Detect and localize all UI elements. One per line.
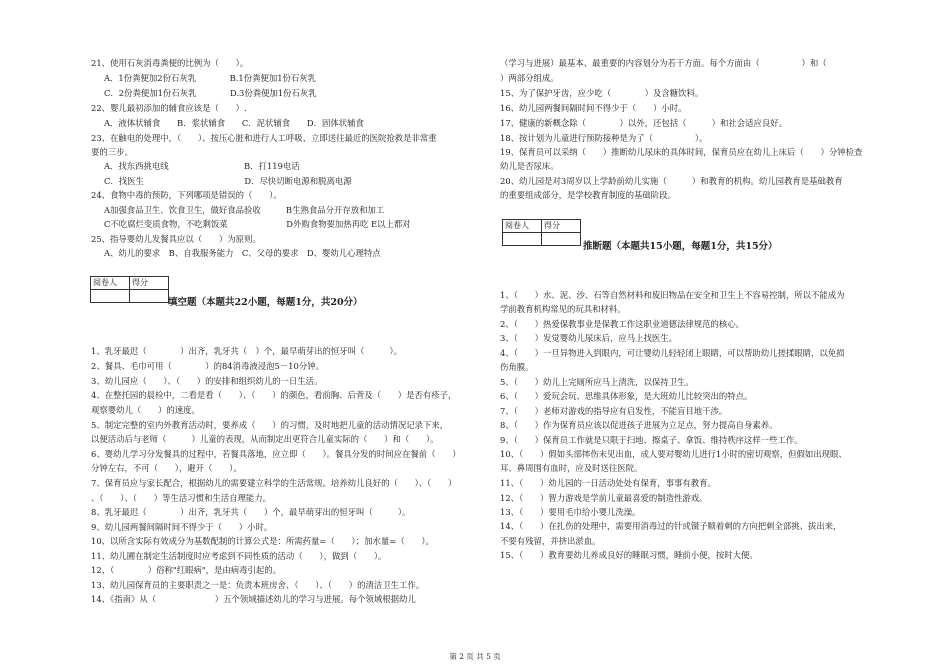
question-line: 9、（ ）保育员工作就是只限于扫地、擦桌子、拿饭、维持秩序这样一些工作。 [500,435,803,445]
question-line: 7、保育员应与家长配合，根据幼儿的需要建立科学的生活常规。培养幼儿良好的（ ）、（ ） [91,478,457,488]
question-line: 4、（ ）一旦异物进入到眼内，可让婴幼儿轻轻闭上眼睛，可以帮助幼儿搓揉眼睛，以免损 [500,348,845,358]
question-line: 13、（ ）要用毛巾给小婴儿洗澡。 [500,507,641,517]
score-cell [130,290,169,303]
reviewer-label: 阅卷人 [91,277,130,290]
score-label: 得分 [130,277,169,290]
question-line: A．液体状辅食 B．浆状辅食 C．泥状辅食 D．固体状辅食 [104,118,364,128]
score-box [502,219,581,246]
question-line: 不要有残留，并挤出淤血。 [500,536,601,546]
question-line: 2、餐具、毛巾可用（ ）的84消毒液浸泡5－10分钟。 [91,361,324,371]
question-line: 10、以所含实际有效成分为基数配制的计算公式是：所需药量=（ ）；加水量=（ ）。 [91,536,434,546]
question-line: 学前教育机构常见的玩具和材料。 [500,304,626,314]
score-cell [542,233,581,246]
question-line: 20、幼儿园是对3周岁以上学龄前幼儿实施（ ）和教育的机构。幼儿园教育是基础教育 [500,176,843,186]
question-line: 的重要组成部分，是学校教育制度的基础阶段。 [500,190,676,200]
section-title: 填空题（本题共22小题，每题1分，共20分） [168,297,363,308]
question-line: 15、（ ）教育要幼儿养成良好的睡眠习惯，睡前小便，按时大便。 [500,550,758,560]
question-line: 12、（ ）俗称"红眼病"，是由病毒引起的。 [91,565,282,575]
question-line: （学习与进展）最基本、最重要的内容划分为若干方面。每个方面由（ ）和（ [500,58,827,68]
question-line: 22、婴儿最初添加的辅食应该是（ ）. [91,103,247,113]
question-line: 、（ ）、（ ）等生活习惯和生活自理能力。 [91,493,272,503]
question-line: 5、制定完整的室内外教育活动时，要养成（ ）的习惯，及时地把儿童的活动情况记录下来， [91,420,449,430]
question-line: 10、（ ）假如头部摔伤未见出血，成人要对婴幼儿进行1小时的密切观察，但假如出现眼、 [500,449,847,459]
question-line: 12、（ ）智力游戏是学前儿童最喜爱的制造性游戏。 [500,493,708,503]
question-line: 14、《指南》从（ ）五个领域描述幼儿的学习与进展。每个领域根据幼儿 [91,594,416,604]
question-line: 25、指导婴幼儿发餐具应以（ ）为原则。 [91,234,261,244]
question-line: 观察婴幼儿（ ）的速度。 [91,405,200,415]
question-line: 19、保育员可以采纳（ ）推断幼儿尿床的具体时间，保育员应在幼儿上床后（ ）分钟检查 [500,147,863,157]
question-line: A加强食品卫生、饮食卫生，做好食品验收 B生熟食品分开存放和加工 [104,205,385,215]
question-line: C．2份粪便加1份石灰乳 D.3份粪便加1份石灰乳 [104,88,317,98]
reviewer-cell [503,233,542,246]
question-line: 11、幼儿圃在制定生活制度时应考虑到不同性质的活动（ ），做到（ ）。 [91,551,387,561]
question-line: A．1份粪便加2份石灰乳 B.1份粪便加1份石灰乳 [104,73,317,83]
score-label: 得分 [542,220,581,233]
score-box [90,276,169,303]
question-line: 耳、鼻周围有血时，应及时送往医院。 [500,463,643,473]
question-line: ）两部分组成。 [500,73,559,83]
question-line: 3、幼儿园应（ ）、（ ）的安排和组织幼儿的一日生活。 [91,376,323,386]
question-line: 23、在触电的处理中，（ ）、按压心脏和进行人工呼吸、立即送往最近的医院抢救是非常重 [91,133,437,143]
question-line: 伤角膜。 [500,362,534,372]
question-line: 1、乳牙最迟（ ）出齐，乳牙共（ ）个，最早萌芽出的恒牙叫（ ）。 [91,346,403,356]
question-line: 18、按计划为儿童进行预防接种是为了（ ）。 [500,133,708,143]
question-line: 6、（ ）爱玩会玩、思维具体形象，是大班幼儿比较突出的特点。 [500,391,753,401]
question-line: 以便活动后与老师（ ）儿童的表现，从而制定出更符合儿童实际的（ ）和（ ）。 [91,434,439,444]
question-line: A、幼儿的要求 B、自我服务能力 C、父母的要求 D、婴幼儿心理特点 [104,248,381,258]
question-line: 24、食物中毒的预防，下列哪项是错误的（ ）。 [91,190,282,200]
question-line: 11、（ ）幼儿园的一日活动处处有保育，事事有教育。 [500,478,716,488]
question-line: 5、（ ）幼儿上完厕所应马上清洗，以保持卫生。 [500,377,694,387]
question-line: A．找东西挑电线 B．打119电话 [104,161,300,171]
question-line: 4、在整托园的晨检中，二看是看（ ）、（ ）的颜色，看前胸、后背及（ ）是否有疹子， [91,390,457,400]
question-line: 15、为了保护牙齿，应少吃（ ）及含糖饮料。 [500,88,704,98]
question-line: 14、（ ）在扎伤的处理中，需要用消毒过的针或镊子顺着刺的方向把刺全部挑、拔出来， [500,521,842,531]
question-line: 6、婴幼儿学习分发餐具的过程中，若餐具落地，应立即（ ）。餐具分发的时间应在餐前（ ） [91,449,461,459]
question-line: 分钟左右，不可（ ），避开（ ）。 [91,463,242,473]
question-line: 16、幼儿园两餐间隔时间不得少于（ ）小时。 [500,103,687,113]
question-line: 17、健康的新概念除（ ）以外，还包括（ ）和社会适应良好。 [500,118,788,128]
reviewer-label: 阅卷人 [503,220,542,233]
question-line: C不吃腐烂变质食物，不吃剩饭菜 D外购食物要加热再吃 E以上都对 [104,219,411,229]
question-line: 要的三步。 [91,147,133,157]
question-line: 8、（ ）作为保育员应该以促进孩子进展为立足点，努力提高自身素养。 [500,420,778,430]
question-line: 21、使用石灰消毒粪便的比例为（ ）。 [91,58,249,68]
question-line: 8、乳牙最迟（ ）出齐，乳牙共（ ）个，最早萌芽出的恒牙叫（ ）。 [91,507,411,517]
question-line: 3、（ ）发觉婴幼儿尿床后，应马上找医生。 [500,333,678,343]
question-line: C．找医生 D．尽快切断电源和脱离电源 [104,176,352,186]
question-line: 13、幼儿园保育员的主要职责之一是：负责本班房舍、（ ）、（ ）的清洁卫生工作。 [91,580,425,590]
question-line: 1、（ ）水、泥、沙、石等自然材料和废旧物品在安全和卫生上不容易控制，所以不能成为 [500,290,845,300]
reviewer-cell [91,290,130,303]
question-line: 7、（ ）老师对游戏的指导应有启发性，不能盲目地干涉。 [500,406,728,416]
question-line: 9、幼儿园两餐间隔时间不得少于（ ）小时。 [91,522,273,532]
question-line: 2、（ ）热爱保教事业是保教工作这职业道德法律规范的核心。 [500,319,745,329]
page-footer: 第 2 页 共 5 页 [449,652,501,661]
section-title: 推断题（本题共15小题，每题1分，共15分） [583,241,778,252]
question-line: 幼儿是否尿床。 [500,161,559,171]
